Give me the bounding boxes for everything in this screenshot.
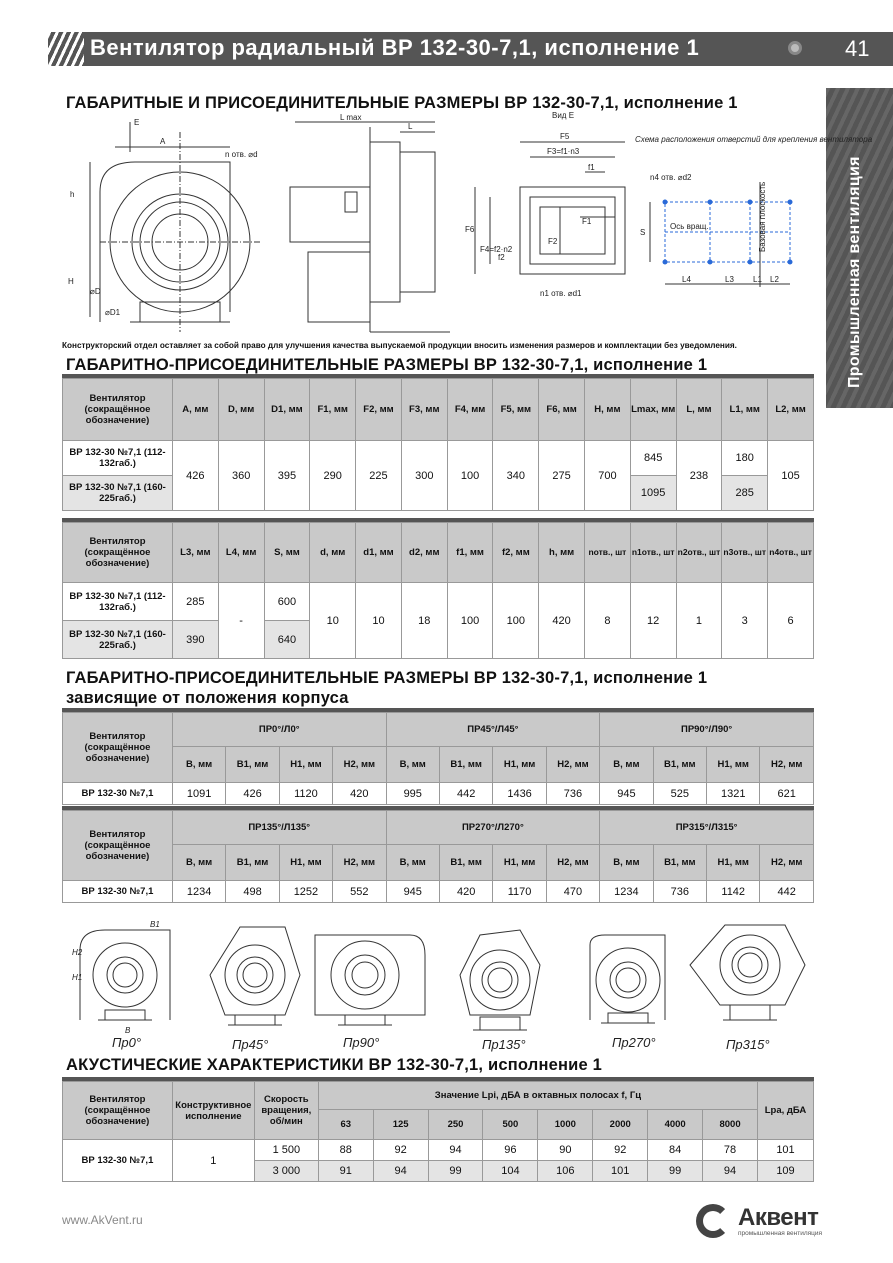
t4-cell: 84 — [648, 1140, 703, 1161]
dim-label-os: Ось вращ. — [670, 222, 709, 231]
dim-label-bf2: F2 — [548, 237, 558, 246]
t3b-sub-head: H1, мм — [707, 845, 760, 881]
t3b-group-head: ПР315°/Л315° — [600, 811, 814, 845]
t2-head: n4отв., шт — [768, 523, 814, 583]
t3-cell: 426 — [226, 783, 279, 805]
t3-sub-head: H2, мм — [760, 747, 814, 783]
t3b-sub-head: H2, мм — [546, 845, 599, 881]
t4-cell: 99 — [428, 1161, 483, 1182]
t3-sub-row — [63, 747, 814, 783]
t2-cell: 1 — [676, 583, 722, 659]
t1-head: F3, мм — [401, 379, 447, 441]
t1-head: F1, мм — [310, 379, 356, 441]
t2-cell: 390 — [172, 621, 218, 659]
t4-fan-head: Вентилятор (сокращённое обозначение) — [63, 1082, 173, 1140]
t3-group-head: ПР90°/Л90° — [600, 713, 814, 747]
t3b-cell: 470 — [546, 881, 599, 903]
t4-cell: 91 — [318, 1161, 373, 1182]
t3b-group-head: ПР135°/Л135° — [172, 811, 386, 845]
t1-cell: 285 — [722, 476, 768, 511]
t3b-cell: 1170 — [493, 881, 546, 903]
t1-cell: 180 — [722, 441, 768, 476]
section-title-dimensions: ГАБАРИТНЫЕ И ПРИСОЕДИНИТЕЛЬНЫЕ РАЗМЕРЫ ВР 132-30-7,1, исполнение 1 — [66, 94, 738, 112]
t3b-fan-head: Вентилятор (сокращённое обозначение) — [63, 811, 173, 881]
t1-head: D1, мм — [264, 379, 310, 441]
t2-cell: 12 — [630, 583, 676, 659]
t1-cell: 100 — [447, 441, 493, 511]
dim-label-schema: Схема расположения отверстий для крепления вентилятора — [635, 135, 873, 144]
t2-cell: - — [218, 583, 264, 659]
t3-sub-head: B1, мм — [226, 747, 279, 783]
t3-cell: 621 — [760, 783, 814, 805]
t3-group-head: ПР45°/Л45° — [386, 713, 600, 747]
dim-label-d: ⌀D — [90, 287, 101, 296]
t3-cell: 736 — [546, 783, 599, 805]
t2-cell: 6 — [768, 583, 814, 659]
t3b-sub-head: H1, мм — [493, 845, 546, 881]
t1-cell: 105 — [768, 441, 814, 511]
t1-head: A, мм — [172, 379, 218, 441]
header-stripes — [48, 32, 84, 66]
t1-cell: 395 — [264, 441, 310, 511]
page-header — [50, 32, 893, 66]
t1-cell: 700 — [585, 441, 631, 511]
t3-cell: 945 — [600, 783, 653, 805]
pos-dim-h1: H1 — [72, 973, 83, 982]
t2-cell: 640 — [264, 621, 310, 659]
table1-header-row — [63, 379, 814, 441]
fan-position-0 — [80, 930, 170, 1020]
t4-band: 500 — [483, 1110, 538, 1140]
t3-sub-head: B, мм — [386, 747, 439, 783]
t3-cell: 525 — [653, 783, 706, 805]
dim-label-l4: L4 — [682, 275, 691, 284]
footer-url: www.AkVent.ru — [62, 1213, 143, 1227]
t1-head: Вентилятор (сокращённое обозначение) — [63, 379, 173, 441]
t2-head: n2отв., шт — [676, 523, 722, 583]
t1-head: Lmax, мм — [630, 379, 676, 441]
t3-cell: 420 — [333, 783, 386, 805]
t2-head: d2, мм — [401, 523, 447, 583]
t3b-cell: 945 — [386, 881, 439, 903]
t1-head: H, мм — [585, 379, 631, 441]
table-row — [63, 583, 814, 621]
t4-speed-head: Скорость вращения, об/мин — [254, 1082, 318, 1140]
fan-position-45 — [210, 927, 300, 1025]
t1-fan-name: ВР 132-30 №7,1 (160-225габ.) — [63, 476, 173, 511]
t2-head: Вентилятор (сокращённое обозначение) — [63, 523, 173, 583]
t4-band: 250 — [428, 1110, 483, 1140]
page-number: 41 — [845, 36, 870, 61]
dim-label-l: L — [408, 122, 413, 131]
t3-sub-head: H1, мм — [493, 747, 546, 783]
t3-sub-head: B, мм — [600, 747, 653, 783]
t2-cell: 10 — [310, 583, 356, 659]
section-title-table1: ГАБАРИТНО-ПРИСОЕДИНИТЕЛЬНЫЕ РАЗМЕРЫ ВР 132-30-7,1, исполнение 1 — [66, 356, 708, 374]
t2-cell: 3 — [722, 583, 768, 659]
position-drawings — [60, 905, 830, 1040]
t3-sub-head: B1, мм — [653, 747, 706, 783]
t2-head: n1отв., шт — [630, 523, 676, 583]
t3b-sub-head: H2, мм — [760, 845, 814, 881]
t2-head: f1, мм — [447, 523, 493, 583]
t3b-sub-head: B1, мм — [439, 845, 492, 881]
fan-position-315 — [690, 925, 805, 1020]
t3b-fan-name: ВР 132-30 №7,1 — [63, 881, 173, 903]
fan-position-270 — [590, 935, 665, 1023]
t4-band: 2000 — [593, 1110, 648, 1140]
t3b-cell: 1234 — [600, 881, 653, 903]
t4-cell: 96 — [483, 1140, 538, 1161]
t4-band: 8000 — [703, 1110, 758, 1140]
t2-cell: 420 — [539, 583, 585, 659]
t4-lpa: 101 — [758, 1140, 814, 1161]
dim-label-vid-e: Вид E — [552, 111, 575, 120]
table-row — [63, 441, 814, 476]
dim-label-l3: L3 — [725, 275, 734, 284]
t3b-sub-head: B, мм — [600, 845, 653, 881]
t4-head-row-1 — [63, 1082, 814, 1110]
dim-label-a: A — [160, 137, 166, 146]
t3b-sub-head: B, мм — [172, 845, 225, 881]
t1-cell: 300 — [401, 441, 447, 511]
t2-fan-name: ВР 132-30 №7,1 (112-132габ.) — [63, 583, 173, 621]
t3-group-row — [63, 713, 814, 747]
t3b-sub-head: H1, мм — [279, 845, 332, 881]
pos-dim-b1: B1 — [150, 920, 160, 929]
t4-lpa-head: Lpa, дБА — [758, 1082, 814, 1140]
t1-cell: 360 — [218, 441, 264, 511]
t1-head: F5, мм — [493, 379, 539, 441]
t2-cell: 8 — [585, 583, 631, 659]
t4-cell: 104 — [483, 1161, 538, 1182]
t4-constr-head: Конструктивное исполнение — [172, 1082, 254, 1140]
section-title-acoustic: АКУСТИЧЕСКИЕ ХАРАКТЕРИСТИКИ ВР 132-30-7,1, исполнение 1 — [66, 1056, 603, 1074]
t4-cell: 94 — [703, 1161, 758, 1182]
t4-band: 4000 — [648, 1110, 703, 1140]
t4-band: 1000 — [538, 1110, 593, 1140]
t4-cell: 106 — [538, 1161, 593, 1182]
t3b-cell: 1252 — [279, 881, 332, 903]
t4-cell: 94 — [428, 1140, 483, 1161]
position-label-135: Пр135° — [482, 1037, 526, 1052]
position-label-270: Пр270° — [612, 1035, 656, 1050]
logo-tagline: промышленная вентиляция — [738, 1230, 823, 1237]
dim-label-d1: ⌀D1 — [105, 308, 121, 317]
t1-fan-name: ВР 132-30 №7,1 (112-132габ.) — [63, 441, 173, 476]
position-label-0: Пр0° — [112, 1035, 142, 1050]
t4-cell: 99 — [648, 1161, 703, 1182]
dim-label-h: h — [70, 190, 75, 199]
t1-cell: 1095 — [630, 476, 676, 511]
dimensions-table-1 — [62, 378, 814, 511]
dim-label-f3: F3=f1·n3 — [547, 147, 580, 156]
t1-cell: 238 — [676, 441, 722, 511]
t4-cell: 101 — [593, 1161, 648, 1182]
t3b-sub-row — [63, 845, 814, 881]
acoustic-table — [62, 1081, 814, 1182]
t3b-group-row — [63, 811, 814, 845]
t4-band: 125 — [373, 1110, 428, 1140]
t3-cell: 995 — [386, 783, 439, 805]
t3-sub-head: B1, мм — [439, 747, 492, 783]
t2-cell: 600 — [264, 583, 310, 621]
dim-label-hh: H — [68, 277, 74, 286]
t3-cell: 1120 — [279, 783, 332, 805]
table2-header-row — [63, 523, 814, 583]
t4-cell: 94 — [373, 1161, 428, 1182]
t4-constr: 1 — [172, 1140, 254, 1182]
t4-cell: 92 — [373, 1140, 428, 1161]
t2-head: L3, мм — [172, 523, 218, 583]
t4-lpa: 109 — [758, 1161, 814, 1182]
t4-band: 63 — [318, 1110, 373, 1140]
t3b-cell: 420 — [439, 881, 492, 903]
t2-head: nотв., шт — [585, 523, 631, 583]
table-row — [63, 881, 814, 903]
position-table-1 — [62, 712, 814, 805]
position-label-45: Пр45° — [232, 1037, 269, 1052]
table-row — [63, 783, 814, 805]
dim-label-f1: f1 — [588, 163, 595, 172]
brand-logo — [694, 1202, 824, 1242]
dim-label-baz: Базовая плоскость — [758, 181, 767, 252]
t2-cell: 100 — [493, 583, 539, 659]
t3-group-head: ПР0°/Л0° — [172, 713, 386, 747]
t3b-cell: 552 — [333, 881, 386, 903]
t4-speed: 3 000 — [254, 1161, 318, 1182]
t1-cell: 275 — [539, 441, 585, 511]
dim-label-l2: L2 — [770, 275, 779, 284]
fan-position-90 — [315, 935, 425, 1025]
dim-label-lmax: L max — [340, 113, 362, 122]
logo-brand: Аквент — [738, 1204, 819, 1231]
t2-fan-name: ВР 132-30 №7,1 (160-225габ.) — [63, 621, 173, 659]
dim-label-f2: f2 — [498, 253, 505, 262]
section-subtitle-position-table: зависящие от положения корпуса — [66, 689, 349, 707]
position-label-90: Пр90° — [343, 1035, 380, 1050]
t2-head: d, мм — [310, 523, 356, 583]
position-label-315: Пр315° — [726, 1037, 770, 1052]
header-title: Вентилятор радиальный ВР 132-30-7,1, исполнение 1 — [90, 35, 700, 60]
t1-head: F6, мм — [539, 379, 585, 441]
t3b-cell: 1234 — [172, 881, 225, 903]
t3-sub-head: B, мм — [172, 747, 225, 783]
t3b-cell: 498 — [226, 881, 279, 903]
t1-cell: 225 — [356, 441, 402, 511]
t3b-cell: 442 — [760, 881, 814, 903]
t2-head: h, мм — [539, 523, 585, 583]
t3b-sub-head: H2, мм — [333, 845, 386, 881]
t3-cell: 1091 — [172, 783, 225, 805]
t4-fan-name: ВР 132-30 №7,1 — [63, 1140, 173, 1182]
t2-cell: 18 — [401, 583, 447, 659]
gear-icon — [788, 41, 802, 55]
dim-label-bf1: F1 — [582, 217, 592, 226]
t3b-group-head: ПР270°/Л270° — [386, 811, 600, 845]
t3-sub-head: H2, мм — [546, 747, 599, 783]
t4-cell: 92 — [593, 1140, 648, 1161]
dim-label-f5: F5 — [560, 132, 570, 141]
t2-head: L4, мм — [218, 523, 264, 583]
t4-cell: 90 — [538, 1140, 593, 1161]
dim-label-l1: L1 — [753, 275, 762, 284]
t4-speed: 1 500 — [254, 1140, 318, 1161]
t3b-cell: 736 — [653, 881, 706, 903]
t1-head: F4, мм — [447, 379, 493, 441]
t2-cell: 100 — [447, 583, 493, 659]
t3b-cell: 1142 — [707, 881, 760, 903]
fan-position-135 — [460, 930, 540, 1030]
t4-cell: 88 — [318, 1140, 373, 1161]
t1-head: L1, мм — [722, 379, 768, 441]
dim-label-e: E — [134, 118, 140, 127]
t3-sub-head: H1, мм — [707, 747, 760, 783]
t1-cell: 845 — [630, 441, 676, 476]
t3-fan-name: ВР 132-30 №7,1 — [63, 783, 173, 805]
disclaimer-note: Конструкторский отдел оставляет за собой право для улучшения качества выпускаемой продукции вносить изменения размеров и комплектации без уведомления. — [62, 341, 737, 350]
t1-cell: 426 — [172, 441, 218, 511]
dim-label-f4: F4=f2·n2 — [480, 245, 513, 254]
t3-fan-head: Вентилятор (сокращённое обозначение) — [63, 713, 173, 783]
t4-band-head: Значение Lpi, дБА в октавных полосах f, Гц — [318, 1082, 757, 1110]
position-table-2 — [62, 810, 814, 903]
t3-cell: 1436 — [493, 783, 546, 805]
t2-cell: 10 — [356, 583, 402, 659]
t3-sub-head: H2, мм — [333, 747, 386, 783]
section-title-position-table: ГАБАРИТНО-ПРИСОЕДИНИТЕЛЬНЫЕ РАЗМЕРЫ ВР 132-30-7,1, исполнение 1 — [66, 669, 708, 687]
t3b-sub-head: B1, мм — [226, 845, 279, 881]
dim-label-n4: n4 отв. ⌀d2 — [650, 173, 692, 182]
t3b-sub-head: B, мм — [386, 845, 439, 881]
logo-icon — [696, 1204, 730, 1238]
t3b-sub-head: B1, мм — [653, 845, 706, 881]
pos-dim-b: B — [125, 1026, 131, 1035]
t2-cell: 285 — [172, 583, 218, 621]
t3-cell: 1321 — [707, 783, 760, 805]
t1-head: F2, мм — [356, 379, 402, 441]
sidebar-text: Промышленная вентиляция — [846, 156, 863, 388]
pos-dim-h2: H2 — [72, 948, 83, 957]
t2-head: f2, мм — [493, 523, 539, 583]
t1-head: L, мм — [676, 379, 722, 441]
t1-head: D, мм — [218, 379, 264, 441]
t3-cell: 442 — [439, 783, 492, 805]
t1-cell: 340 — [493, 441, 539, 511]
table-row — [63, 1140, 814, 1161]
dim-label-f6: F6 — [465, 225, 475, 234]
dim-label-n1: n1 отв. ⌀d1 — [540, 289, 582, 298]
t1-cell: 290 — [310, 441, 356, 511]
t2-head: d1, мм — [356, 523, 402, 583]
t4-cell: 78 — [703, 1140, 758, 1161]
t2-head: S, мм — [264, 523, 310, 583]
dim-label-s: S — [640, 228, 646, 237]
dim-label-n-otv: n отв. ⌀d — [225, 150, 258, 159]
t1-head: L2, мм — [768, 379, 814, 441]
dimensions-table-2 — [62, 522, 814, 659]
t3-sub-head: H1, мм — [279, 747, 332, 783]
t2-head: n3отв., шт — [722, 523, 768, 583]
